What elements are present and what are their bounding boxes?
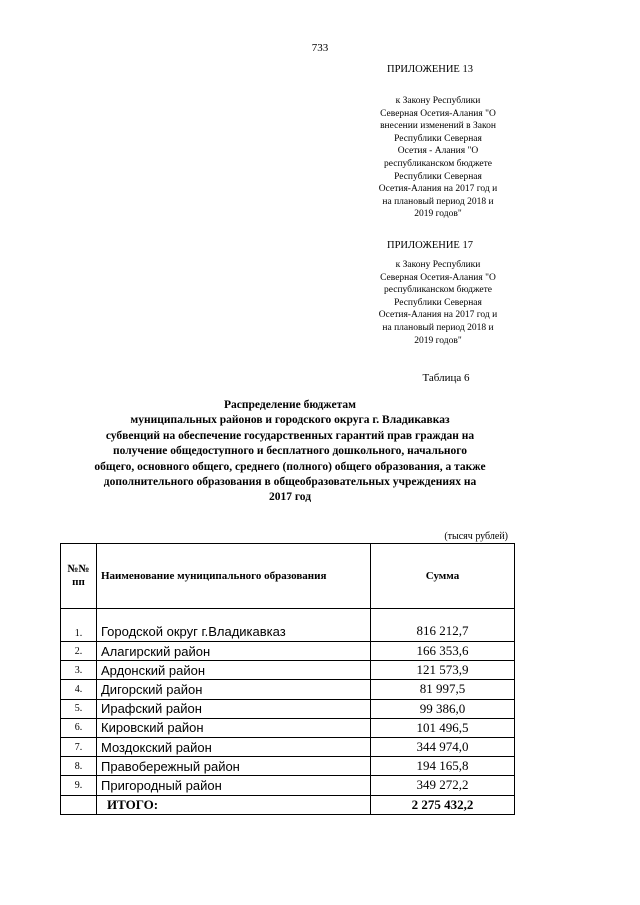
title-line: субвенций на обеспечение государственных гарантий прав граждан на [105, 429, 475, 442]
total-label: ИТОГО: [97, 795, 371, 814]
row-number: 3. [61, 661, 97, 680]
law-ref-line: Республики Северная [394, 171, 482, 182]
row-sum: 81 997,5 [371, 680, 515, 699]
header-number-line2: пп [72, 576, 85, 588]
row-sum: 344 974,0 [371, 737, 515, 756]
row-name: Пригородный район [97, 776, 371, 795]
table-row [61, 642, 515, 661]
law-ref-line: республиканском бюджете [384, 285, 492, 296]
row-number: 7. [61, 737, 97, 756]
law-ref-line: внесении изменений в Закон [380, 121, 496, 132]
title-line: общего, основного общего, среднего (полного) общего образования, а также [94, 460, 486, 473]
row-number: 9. [61, 776, 97, 795]
law-ref-line: Северная Осетия-Алания "О [380, 108, 496, 119]
appendix-17-law-reference [368, 259, 508, 347]
total-number-cell [61, 795, 97, 814]
law-ref-line: Республики Северная [394, 133, 482, 144]
row-name: Городской округ г.Владикавказ [97, 609, 371, 642]
law-ref-line: 2019 годов" [414, 335, 462, 346]
header-sum: Сумма [371, 544, 515, 609]
law-ref-line: республиканском бюджете [384, 158, 492, 169]
row-sum: 816 212,7 [371, 609, 515, 642]
row-number: 2. [61, 642, 97, 661]
row-number: 4. [61, 680, 97, 699]
law-ref-line: Республики Северная [394, 297, 482, 308]
law-ref-line: 2019 годов" [414, 209, 462, 220]
document-title [40, 398, 540, 506]
title-line: 2017 год [268, 491, 312, 504]
appendix-13-heading: ПРИЛОЖЕНИЕ 13 [387, 64, 473, 75]
row-name: Дигорский район [97, 680, 371, 699]
table-row [61, 680, 515, 699]
law-ref-line: на плановый период 2018 и [382, 322, 494, 333]
law-ref-line: на плановый период 2018 и [382, 196, 494, 207]
header-number-line1: №№ [67, 563, 90, 575]
law-ref-line: Осетия-Алания на 2017 год и [378, 310, 498, 321]
row-sum: 99 386,0 [371, 699, 515, 718]
table-row [61, 609, 515, 642]
row-number: 6. [61, 718, 97, 737]
law-ref-line: Осетия - Алания "О [397, 146, 479, 157]
title-line: Распределение бюджетам [224, 399, 356, 411]
row-number: 5. [61, 699, 97, 718]
row-sum: 349 272,2 [371, 776, 515, 795]
table-row [61, 718, 515, 737]
total-row [61, 795, 515, 814]
table-row [61, 737, 515, 756]
law-ref-line: Осетия-Алания на 2017 год и [378, 184, 498, 195]
title-line: муниципальных районов и городского округа г. Владикавказ [130, 414, 450, 427]
table-row [61, 757, 515, 776]
title-line: получение общедоступного и бесплатного дошкольного, начального [113, 445, 467, 458]
row-number: 8. [61, 757, 97, 776]
law-ref-line: к Закону Республики [395, 260, 481, 270]
header-name: Наименование муниципального образования [97, 544, 371, 609]
row-name: Моздокский район [97, 737, 371, 756]
row-sum: 101 496,5 [371, 718, 515, 737]
law-ref-line: Северная Осетия-Алания "О [380, 272, 496, 283]
table-label: Таблица 6 [422, 372, 470, 384]
row-sum: 121 573,9 [371, 661, 515, 680]
table-row [61, 776, 515, 795]
row-name: Алагирский район [97, 642, 371, 661]
table-row [61, 661, 515, 680]
row-name: Ардонский район [97, 661, 371, 680]
budget-table [60, 543, 515, 815]
row-name: Ирафский район [97, 699, 371, 718]
appendix-17-heading: ПРИЛОЖЕНИЕ 17 [387, 240, 473, 251]
row-name: Правобережный район [97, 757, 371, 776]
unit-note: (тысяч рублей) [444, 531, 508, 542]
row-sum: 166 353,6 [371, 642, 515, 661]
total-sum: 2 275 432,2 [371, 795, 515, 814]
header-number [61, 544, 97, 609]
table-header-row [61, 544, 515, 609]
law-ref-line: к Закону Республики [395, 96, 481, 106]
row-number: 1. [61, 609, 97, 642]
row-sum: 194 165,8 [371, 757, 515, 776]
row-name: Кировский район [97, 718, 371, 737]
table-row [61, 699, 515, 718]
appendix-13-law-reference [368, 95, 508, 221]
page-number: 733 [311, 42, 329, 54]
title-line: дополнительного образования в общеобразовательных учреждениях на [103, 476, 477, 489]
